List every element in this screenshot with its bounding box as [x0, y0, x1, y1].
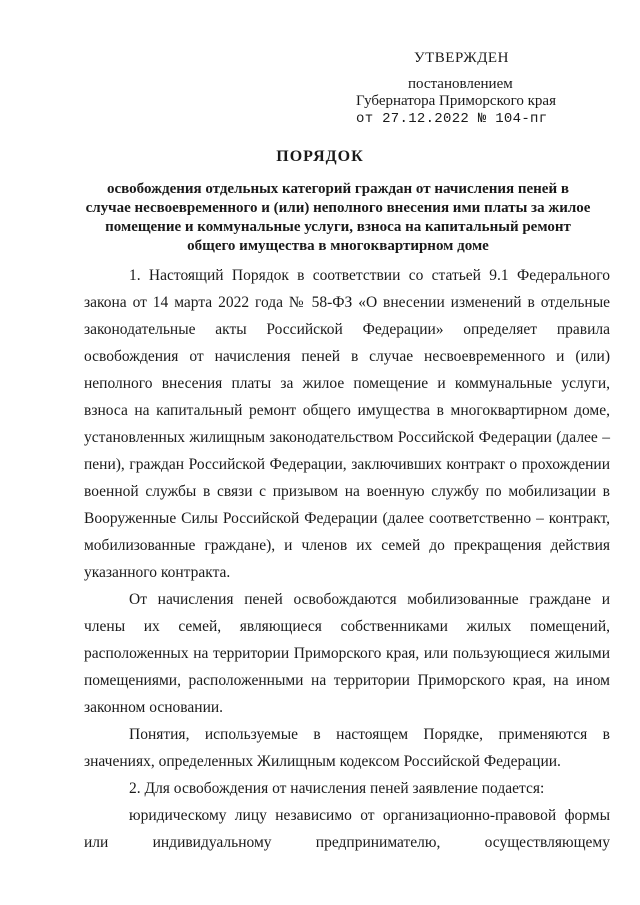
document-title: ПОРЯДОК	[276, 148, 364, 165]
approval-authority-line: Губернатора Приморского края	[356, 93, 556, 109]
paragraph-3: Понятия, используемые в настоящем Порядке, применяются в значениях, определенных Жилищным кодексом Российской Федерации.	[84, 726, 610, 770]
paragraph-2: От начисления пеней освобождаются мобилизованные граждане и члены их семей, являющиеся собственниками жилых помещений, расположенных на территории Приморского края, или пользующиеся жилыми помещениями, расположенными на территории Приморского края, на ином законном основании.	[84, 591, 610, 716]
approval-decree-line: постановлением	[408, 76, 513, 92]
approval-date-number-line: от 27.12.2022 № 104-пг	[356, 111, 548, 127]
approval-heading: УТВЕРЖДЕН	[414, 50, 509, 66]
document-body	[84, 262, 610, 856]
paragraph-1: 1. Настоящий Порядок в соответствии со статьей 9.1 Федерального закона от 14 марта 2022 года № 58-ФЗ «О внесении изменений в отдельные законодательные акты Российской Федерации» определяет правила освобождения от начисления пеней в случае несвоевременного и (или) неполного внесения платы за жилое помещение и коммунальные услуги, взноса на капитальный ремонт общего имущества в многоквартирном доме, установленных жилищным законодательством Российской Федерации (далее – пени), граждан Российской Федерации, заключивших контракт о прохождении военной службы в связи с призывом на военную службу по мобилизации в Вооруженные Силы Российской Федерации (далее соответственно – контракт, мобилизованные граждане), и членов их семей до прекращения действия указанного контракта.	[84, 267, 610, 581]
paragraph-5: юридическому лицу независимо от организационно-правовой формы или индивидуальному предпринимателю, осуществляющему	[84, 807, 610, 851]
paragraph-4: 2. Для освобождения от начисления пеней заявление подается:	[129, 780, 545, 797]
document-subtitle: освобождения отдельных категорий граждан от начисления пеней в случае несвоевременного и (или) неполного внесения ими платы за жилое помещение и коммунальные услуги, взноса на капитальный ремонт общего имущества в многоквартирном доме	[85, 181, 591, 254]
